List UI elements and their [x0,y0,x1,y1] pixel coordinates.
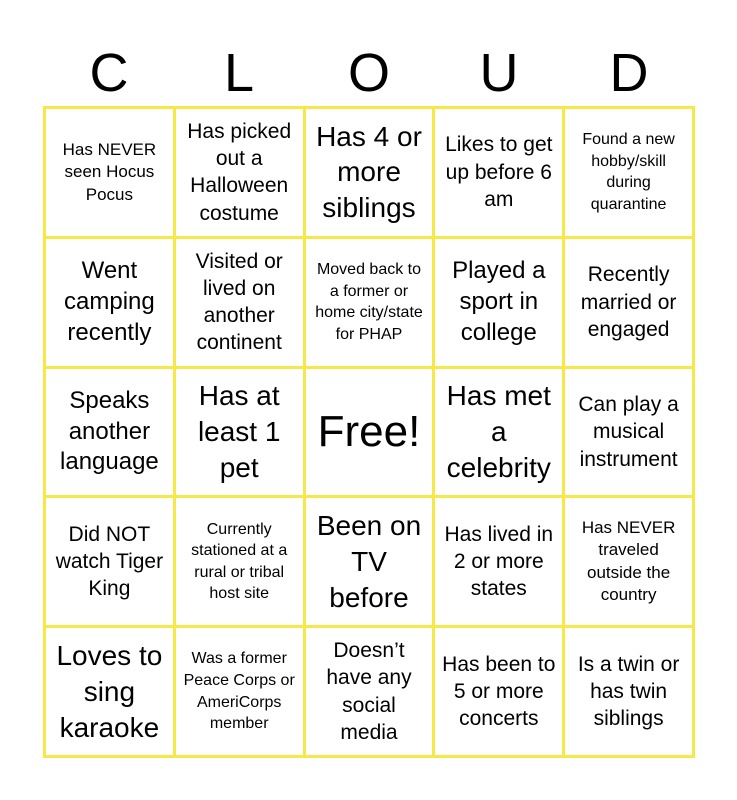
bingo-cell[interactable]: Has met a celebrity [435,369,562,496]
bingo-cell[interactable]: Played a sport in college [435,239,562,366]
free-space[interactable]: Free! [306,369,433,496]
bingo-cell[interactable]: Can play a musical instrument [565,369,692,496]
bingo-cell[interactable]: Recently married or engaged [565,239,692,366]
bingo-cell[interactable]: Loves to sing karaoke [46,628,173,755]
header-letter-l: L [223,43,255,103]
bingo-cell[interactable]: Speaks another language [46,369,173,496]
bingo-cell[interactable]: Visited or lived on another continent [176,239,303,366]
bingo-cell[interactable]: Went camping recently [46,239,173,366]
bingo-cell[interactable]: Was a former Peace Corps or AmeriCorps member [176,628,303,755]
bingo-cell[interactable]: Has NEVER traveled outside the country [565,498,692,625]
bingo-cell[interactable]: Currently stationed at a rural or tribal host site [176,498,303,625]
bingo-cell[interactable]: Moved back to a former or home city/state for PHAP [306,239,433,366]
bingo-cell[interactable]: Has been to 5 or more concerts [435,628,562,755]
bingo-cell[interactable]: Has picked out a Halloween costume [176,109,303,236]
bingo-cell[interactable]: Has lived in 2 or more states [435,498,562,625]
header-letter-c: C [89,43,129,103]
bingo-cell[interactable]: Has NEVER seen Hocus Pocus [46,109,173,236]
header-letter-d: D [609,43,649,103]
bingo-cell[interactable]: Been on TV before [306,498,433,625]
bingo-cell[interactable]: Doesn’t have any social media [306,628,433,755]
bingo-header [44,40,694,106]
bingo-cell[interactable]: Likes to get up before 6 am [435,109,562,236]
header-letter-o: O [347,43,390,103]
bingo-cell[interactable]: Did NOT watch Tiger King [46,498,173,625]
bingo-cell[interactable]: Has 4 or more siblings [306,109,433,236]
bingo-cell[interactable]: Has at least 1 pet [176,369,303,496]
bingo-board [43,106,695,758]
header-letter-u: U [479,43,519,103]
bingo-cell[interactable]: Is a twin or has twin siblings [565,628,692,755]
bingo-cell[interactable]: Found a new hobby/skill during quarantine [565,109,692,236]
